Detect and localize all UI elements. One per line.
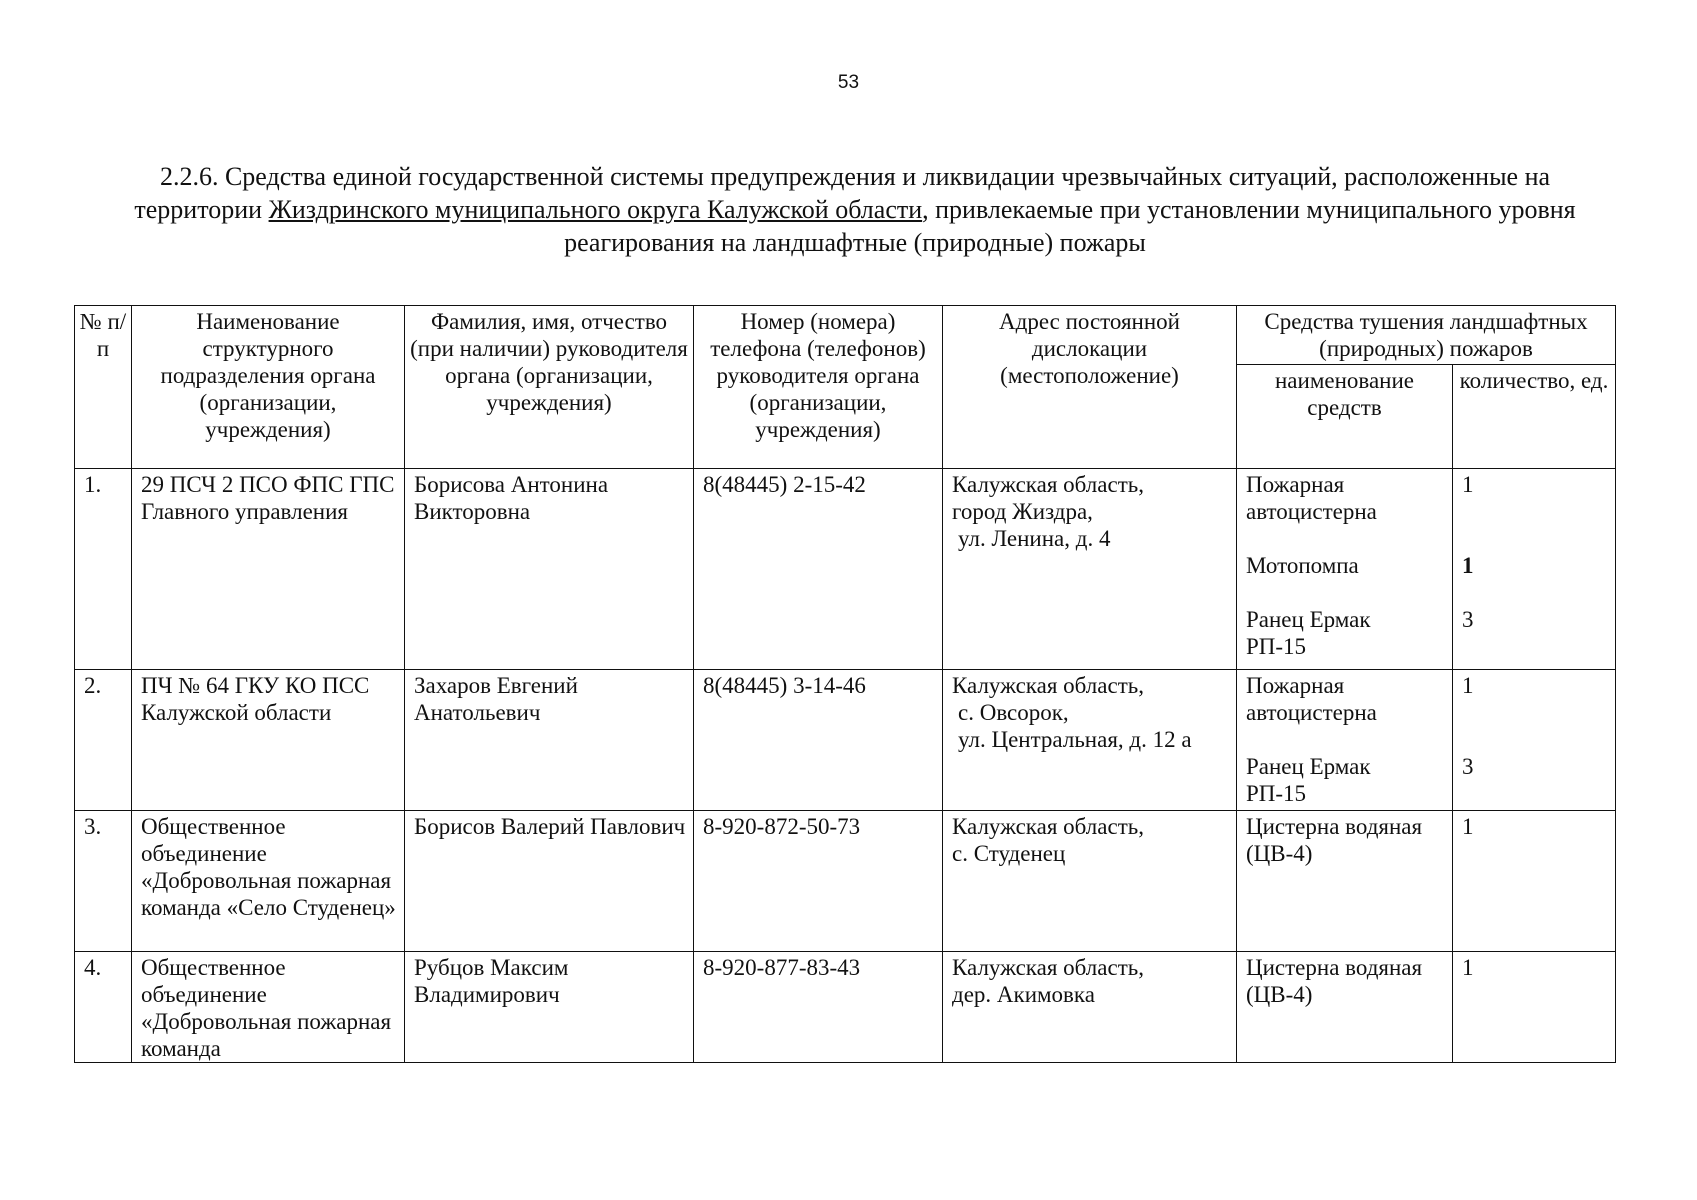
heading-text: 2.2.6. Средства единой государственной системы предупреждения и ликвидации чрезвычайных ситуаций, расположенные на территории <box>134 162 1551 224</box>
means-name: Пожарная автоцистерна <box>1246 673 1377 725</box>
forces-table <box>74 305 1616 1063</box>
heading-text-end: , привлекаемые при установлении муниципального уровня реагирования на ландшафтные (природные) пожары <box>564 195 1576 257</box>
cell-phone: 8-920-872-50-73 <box>694 811 943 952</box>
cell-means-qty <box>1453 952 1616 1063</box>
table-row <box>75 952 1616 1063</box>
address-line: ул. Ленина, д. 4 <box>958 526 1111 551</box>
cell-head: Рубцов Максим Владимирович <box>405 952 694 1063</box>
table-header-row <box>75 306 1616 365</box>
cell-means-qty <box>1453 811 1616 952</box>
cell-num: 1. <box>75 469 132 670</box>
header-means-group: Средства тушения ландшафтных (природных) пожаров <box>1237 306 1616 365</box>
cell-phone: 8(48445) 3-14-46 <box>694 670 943 811</box>
header-num: № п/п <box>75 306 132 469</box>
cell-num: 3. <box>75 811 132 952</box>
header-org: Наименование структурного подразделения органа (организации, учреждения) <box>132 306 405 469</box>
document-heading <box>100 160 1610 259</box>
cell-address <box>943 670 1237 811</box>
header-address: Адрес постоянной дислокации (местоположение) <box>943 306 1237 469</box>
means-name: Ранец Ермак РП-15 <box>1246 607 1371 659</box>
cell-address <box>943 469 1237 670</box>
means-qty: 1 <box>1462 814 1474 839</box>
header-means-qty: количество, ед. <box>1453 365 1616 469</box>
means-qty: 1 <box>1462 673 1474 698</box>
means-qty: 1 <box>1462 472 1474 497</box>
cell-phone: 8(48445) 2-15-42 <box>694 469 943 670</box>
header-means-name: наименование средств <box>1237 365 1453 469</box>
address-line: с. Студенец <box>952 841 1066 866</box>
table-row <box>75 469 1616 670</box>
cell-address <box>943 952 1237 1063</box>
header-phone: Номер (номера) телефона (телефонов) руководителя органа (организации, учреждения) <box>694 306 943 469</box>
means-qty: 1 <box>1462 553 1474 578</box>
means-name: Ранец Ермак РП-15 <box>1246 754 1371 806</box>
address-line: Калужская область, <box>952 673 1144 698</box>
cell-org: Общественное объединение «Добровольная пожарная команда <box>132 952 405 1063</box>
cell-means-name <box>1237 670 1453 811</box>
cell-means-qty <box>1453 670 1616 811</box>
cell-means-qty <box>1453 469 1616 670</box>
table-row <box>75 670 1616 811</box>
means-qty: 3 <box>1462 607 1474 632</box>
address-line: Калужская область, <box>952 955 1144 980</box>
address-line: ул. Центральная, д. 12 а <box>958 727 1192 752</box>
means-name: Пожарная автоцистерна <box>1246 472 1377 524</box>
cell-address <box>943 811 1237 952</box>
cell-head: Борисова Антонина Викторовна <box>405 469 694 670</box>
means-qty: 1 <box>1462 955 1474 980</box>
heading-underlined-text: Жиздринского муниципального округа Калужской области <box>268 195 923 224</box>
means-name: Цистерна водяная (ЦВ-4) <box>1246 814 1423 866</box>
page-number: 53 <box>837 72 860 93</box>
cell-org: Общественное объединение «Добровольная пожарная команда «Село Студенец» <box>132 811 405 952</box>
cell-org: ПЧ № 64 ГКУ КО ПСС Калужской области <box>132 670 405 811</box>
cell-phone: 8-920-877-83-43 <box>694 952 943 1063</box>
address-line: город Жиздра, <box>952 499 1093 524</box>
header-head: Фамилия, имя, отчество (при наличии) руководителя органа (организации, учреждения) <box>405 306 694 469</box>
cell-org: 29 ПСЧ 2 ПСО ФПС ГПС Главного управления <box>132 469 405 670</box>
means-name: Цистерна водяная (ЦВ-4) <box>1246 955 1423 1007</box>
table-row <box>75 811 1616 952</box>
cell-means-name <box>1237 469 1453 670</box>
address-line: с. Овсорок, <box>958 700 1069 725</box>
cell-means-name <box>1237 952 1453 1063</box>
cell-means-name <box>1237 811 1453 952</box>
address-line: дер. Акимовка <box>952 982 1095 1007</box>
cell-head: Борисов Валерий Павлович <box>405 811 694 952</box>
address-line: Калужская область, <box>952 472 1144 497</box>
address-line: Калужская область, <box>952 814 1144 839</box>
cell-num: 4. <box>75 952 132 1063</box>
cell-head: Захаров Евгений Анатольевич <box>405 670 694 811</box>
cell-num: 2. <box>75 670 132 811</box>
means-qty: 3 <box>1462 754 1474 779</box>
means-name: Мотопомпа <box>1246 553 1359 578</box>
